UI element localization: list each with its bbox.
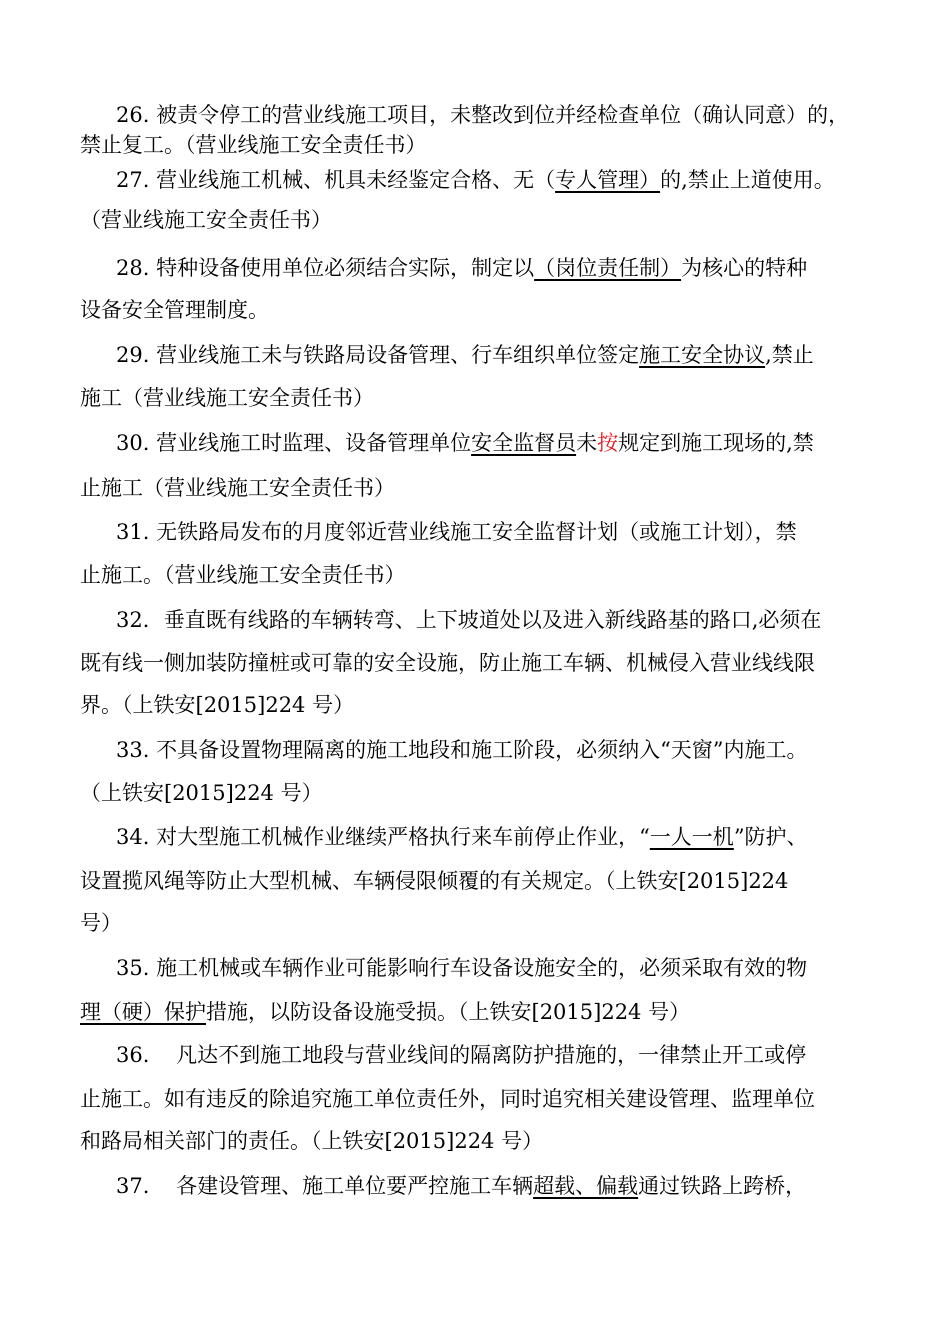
- text-segment: 止施工。（营业线施工安全责任书）: [80, 563, 406, 587]
- text-segment: 27. 营业线施工机械、机具未经鉴定合格、无（: [116, 168, 556, 192]
- text-segment: 为核心的特种: [681, 256, 808, 280]
- text-line: [116, 100, 880, 130]
- text-line: [116, 517, 880, 547]
- underlined-answer: 理（硬）保护: [80, 1000, 206, 1024]
- text-line: [80, 690, 880, 720]
- text-segment: 和路局相关部门的责任。（上铁安[2015]224 号）: [80, 1129, 544, 1153]
- text-line: [80, 383, 880, 413]
- text-segment: （上铁安[2015]224 号）: [80, 781, 323, 805]
- underlined-answer: 一人一机: [649, 825, 734, 849]
- text-segment: 规定到施工现场的,禁: [618, 431, 814, 455]
- text-line: [116, 735, 880, 765]
- text-line: [116, 605, 880, 635]
- text-line: [116, 1171, 880, 1201]
- text-segment: ”防护、: [733, 825, 808, 849]
- text-line: [80, 778, 880, 808]
- underlined-answer: 专人管理）: [555, 168, 661, 192]
- text-line: [116, 253, 880, 283]
- text-line: [116, 340, 880, 370]
- text-line: [80, 908, 880, 938]
- text-line: [80, 1084, 880, 1114]
- text-segment: 29. 营业线施工未与铁路局设备管理、行车组织单位签定: [116, 343, 640, 367]
- text-segment: 止施工（营业线施工安全责任书）: [80, 476, 395, 500]
- text-segment: 措施，以防设备设施受损。（上铁安[2015]224 号）: [206, 1000, 691, 1024]
- text-segment: （营业线施工安全责任书）: [80, 208, 332, 232]
- highlighted-char: 按: [597, 431, 619, 455]
- text-line: [116, 428, 880, 458]
- text-line: [80, 1126, 880, 1156]
- text-line: [116, 165, 880, 195]
- text-segment: 既有线一侧加装防撞桩或可靠的安全设施，防止施工车辆、机械侵入营业线线限: [80, 651, 815, 675]
- text-segment: 34. 对大型施工机械作业继续严格执行来车前停止作业，“: [116, 825, 650, 849]
- text-segment: 通过铁路上跨桥，: [638, 1174, 807, 1198]
- text-line: [80, 205, 880, 235]
- text-line: [80, 648, 880, 678]
- text-line: [80, 473, 880, 503]
- text-segment: 施工（营业线施工安全责任书）: [80, 386, 374, 410]
- text-line: [80, 295, 880, 325]
- text-segment: 26. 被责令停工的营业线施工项目，未整改到位并经检查单位（确认同意）的，: [116, 103, 850, 127]
- text-segment: 33. 不具备设置物理隔离的施工地段和施工阶段，必须纳入“天窗”内施工。: [116, 738, 808, 762]
- underlined-answer: 施工安全协议: [639, 343, 766, 367]
- text-segment: 28. 特种设备使用单位必须结合实际，制定以: [116, 256, 535, 280]
- text-line: [80, 866, 880, 896]
- text-line: [80, 997, 880, 1027]
- text-line: [80, 130, 880, 160]
- text-line: [116, 1040, 880, 1070]
- text-segment: 32．垂直既有线路的车辆转弯、上下坡道处以及进入新线路基的路口,必须在: [116, 608, 822, 632]
- text-line: [80, 560, 880, 590]
- underlined-answer: 安全监督员: [471, 431, 577, 455]
- text-line: [116, 953, 880, 983]
- text-segment: 设置揽风绳等防止大型机械、车辆侵限倾覆的有关规定。（上铁安[2015]224: [80, 869, 789, 893]
- underlined-answer: （岗位责任制）: [534, 256, 682, 280]
- text-segment: 号）: [80, 911, 122, 935]
- text-segment: 界。（上铁安[2015]224 号）: [80, 693, 355, 717]
- text-segment: 36. 凡达不到施工地段与营业线间的隔离防护措施的，一律禁止开工或停: [116, 1043, 807, 1067]
- text-segment: 禁止复工。（营业线施工安全责任书）: [80, 133, 427, 157]
- text-segment: 30. 营业线施工时监理、设备管理单位: [116, 431, 472, 455]
- text-segment: 37. 各建设管理、施工单位要严控施工车辆: [116, 1174, 534, 1198]
- text-segment: 未: [576, 431, 598, 455]
- text-segment: 31. 无铁路局发布的月度邻近营业线施工安全监督计划（或施工计划），禁: [116, 520, 797, 544]
- text-segment: 止施工。如有违反的除追究施工单位责任外，同时追究相关建设管理、监理单位: [80, 1087, 815, 1111]
- text-line: [116, 822, 880, 852]
- text-segment: 35. 施工机械或车辆作业可能影响行车设备设施安全的，必须采取有效的物: [116, 956, 808, 980]
- text-segment: 设备安全管理制度。: [80, 298, 269, 322]
- underlined-answer: 超载、偏载: [533, 1174, 639, 1198]
- text-segment: 的,禁止上道使用。: [660, 168, 835, 192]
- text-segment: ,禁止: [765, 343, 814, 367]
